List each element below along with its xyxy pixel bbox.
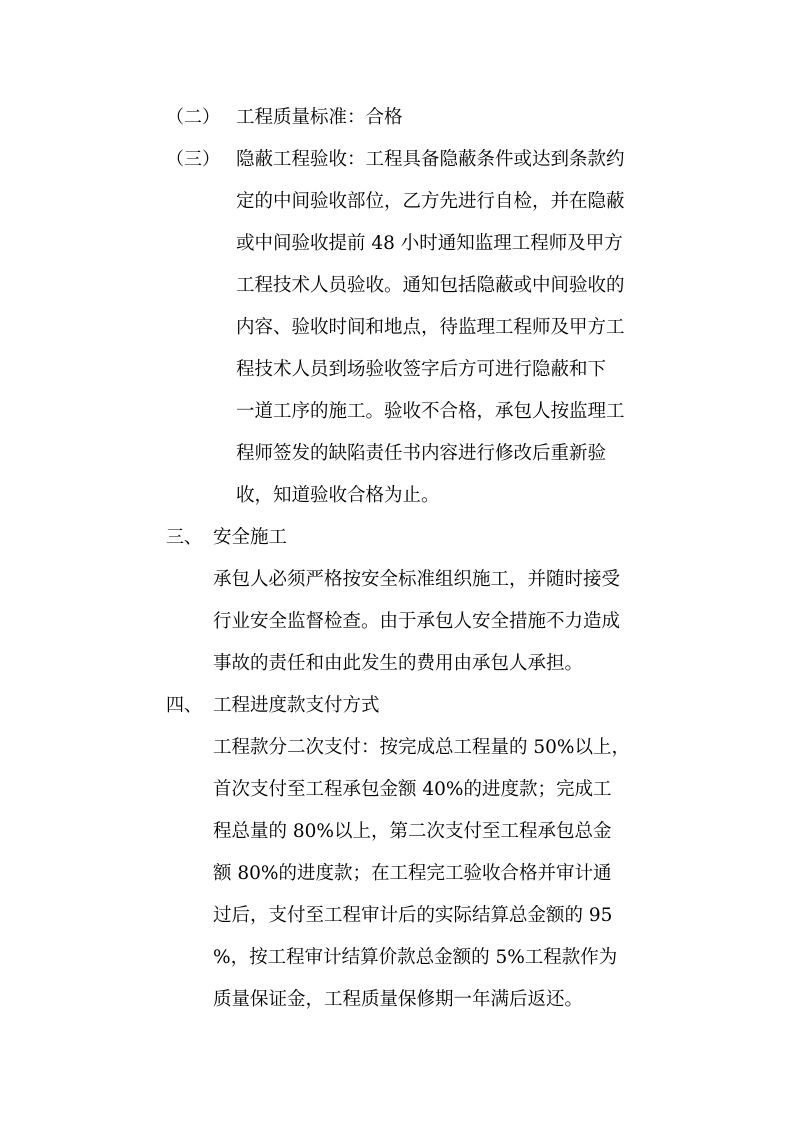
section-3-line: 内容、验收时间和地点，待监理工程师及甲方工 <box>236 317 625 338</box>
heading-4-line: 工程款分二次支付：按完成总工程量的 50%以上， <box>213 737 631 758</box>
section-3-marker: （三） <box>166 149 220 170</box>
heading-3-line: 事故的责任和由此发生的费用由承包人承担。 <box>213 653 584 674</box>
section-3-line: 隐蔽工程验收：工程具备隐蔽条件或达到条款约 <box>236 149 625 170</box>
heading-4-line: 程总量的 80%以上，第二次支付至工程承包总金 <box>213 821 612 842</box>
heading-3-marker: 三、 <box>166 527 202 548</box>
heading-4-marker: 四、 <box>166 695 202 716</box>
heading-4-line: 额 80%的进度款；在工程完工验收合格并审计通 <box>213 863 612 884</box>
heading-3-line: 承包人必须严格按安全标准组织施工，并随时接受 <box>213 569 621 590</box>
section-3-line: 程技术人员到场验收签字后方可进行隐蔽和下 <box>236 359 607 380</box>
section-3-line: 程师签发的缺陷责任书内容进行修改后重新验 <box>236 443 607 464</box>
heading-3-title: 安全施工 <box>213 527 288 548</box>
heading-4-line: 过后，支付至工程审计后的实际结算总金额的 95 <box>213 905 613 926</box>
heading-4-line: 首次支付至工程承包金额 40%的进度款；完成工 <box>213 779 612 800</box>
heading-4-title: 工程进度款支付方式 <box>213 695 380 716</box>
section-3-line: 或中间验收提前 48 小时通知监理工程师及甲方 <box>236 233 623 254</box>
section-3-line: 收，知道验收合格为止。 <box>236 485 440 506</box>
section-3-line: 定的中间验收部位，乙方先进行自检，并在隐蔽 <box>236 191 625 212</box>
heading-4-line: 质量保证金，工程质量保修期一年满后返还。 <box>213 989 584 1010</box>
section-2-text: 工程质量标准：合格 <box>236 107 403 128</box>
section-3-line: 工程技术人员验收。通知包括隐蔽或中间验收的 <box>236 275 625 296</box>
heading-3-line: 行业安全监督检查。由于承包人安全措施不力造成 <box>213 611 621 632</box>
section-2-marker: （二） <box>166 107 220 128</box>
heading-4-line: %，按工程审计结算价款总金额的 5%工程款作为 <box>213 947 618 968</box>
section-3-line: 一道工序的施工。验收不合格，承包人按监理工 <box>236 401 625 422</box>
